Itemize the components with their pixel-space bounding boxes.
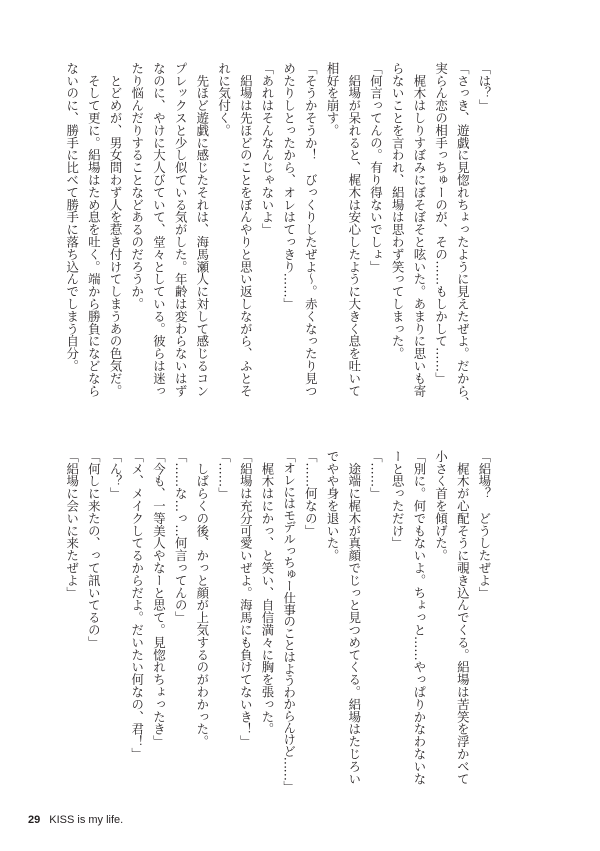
text-line: 絽場は先ほどのことをぼんやりと思い返しながら、ふとそ (238, 62, 254, 397)
text-line: 「絽場？ どうしたぜよ」 (477, 450, 492, 599)
text-line: 先ほど遊戯に感じたそれは、海馬瀬人に対して感じるコン (194, 62, 210, 397)
text-line: 「……何なの」 (303, 450, 319, 537)
text-line: でやや身を退いた。 (325, 450, 341, 562)
text-block-upper (61, 62, 495, 410)
text-line: 「絽場は充分可愛いぜよ。海馬にも負けてないき！」 (238, 450, 254, 748)
text-line: とどめが、男女問わず人を惹き付けてしまうあの色気だ。 (108, 62, 124, 397)
text-line: ーと思っただけ」 (390, 450, 406, 550)
text-line: そして更に。絽場はため息を吐く。端から勝負になどなら (86, 62, 102, 397)
text-line: 「さっき、遊戯に見惚れちょったように見えたぜよ。だから、 (455, 62, 471, 410)
text-line: 小さく首を傾げた。 (433, 450, 449, 562)
text-line: 「……」 (368, 450, 384, 500)
page-footer (28, 813, 123, 827)
text-line: 「何言ってんの。有り得ないでしょ」 (368, 62, 384, 273)
text-line: 梶木はしりすぼみにぼそぼそと呟いた。あまりに思いも寄 (411, 62, 427, 397)
text-line: なのに、やけに大人びていて、堂々としている。彼らは迷っ (151, 62, 167, 397)
text-line: 絽場が呆れると、梶木は安心したように大きく息を吐いて (346, 62, 362, 397)
text-block-lower (61, 450, 495, 793)
page-number: 29 (28, 814, 41, 826)
text-line: 「絽場に会いに来たぜよ」 (64, 450, 80, 599)
text-line: 梶木が心配そうに覗き込んでくる。絽場は苦笑を浮かべて (455, 450, 471, 785)
text-line: 「あれはそんなんじゃないよ」 (259, 62, 275, 236)
text-line: 「オレにはモデルっちゅー仕事のことはようわからんけど……」 (281, 450, 297, 793)
text-line: 「何しに来たの、って訊いてるの」 (86, 450, 102, 649)
text-line: たり悩んだりすることなどあるのだろうか。 (129, 62, 145, 310)
text-line: 「は？」 (477, 62, 492, 112)
text-line: らないことを言われ、絽場は思わず笑ってしまった。 (390, 62, 406, 360)
text-line: 「そうかそうか！ びっくりしたぜよ～。赤くなったり見つ (303, 62, 319, 397)
book-title: KISS is my life. (49, 814, 124, 826)
text-line: 「今も、一等美人やなーと思て。見惚れちょったき」 (151, 450, 167, 748)
text-line: 途端に梶木が真顔でじっと見つめてくる。絽場はたじろい (346, 450, 362, 785)
text-line: 「ん？」 (108, 450, 124, 500)
text-line: 「別に。何でもないよ。ちょっと……やっぱりかなわないな (411, 450, 427, 785)
text-line: 「……」 (216, 450, 232, 500)
text-line: 相好を崩す。 (325, 62, 341, 137)
text-line: 梶木はにかっ、と笑い、自信満々に胸を張った。 (259, 450, 275, 736)
text-line: プレックスと少し似ている気がした。年齢は変わらないはず (173, 62, 189, 397)
text-line: しばらくの後、かっと顔が上気するのがわかった。 (194, 450, 210, 748)
text-line: ないのに、勝手に比べて勝手に落ち込んでしまう自分。 (64, 62, 80, 372)
text-line: めたりしとったから、オレはてっきり……」 (281, 62, 297, 310)
text-line: 実らん恋の相手っちゅーのが、その……もしかして……」 (433, 62, 449, 385)
text-line: 「……な…っ…何言ってんの」 (173, 450, 189, 624)
text-line: 「メ、メイクしてるからだよ。だいたい何なの、君！」 (129, 450, 145, 760)
text-line: れに気付く。 (216, 62, 232, 137)
